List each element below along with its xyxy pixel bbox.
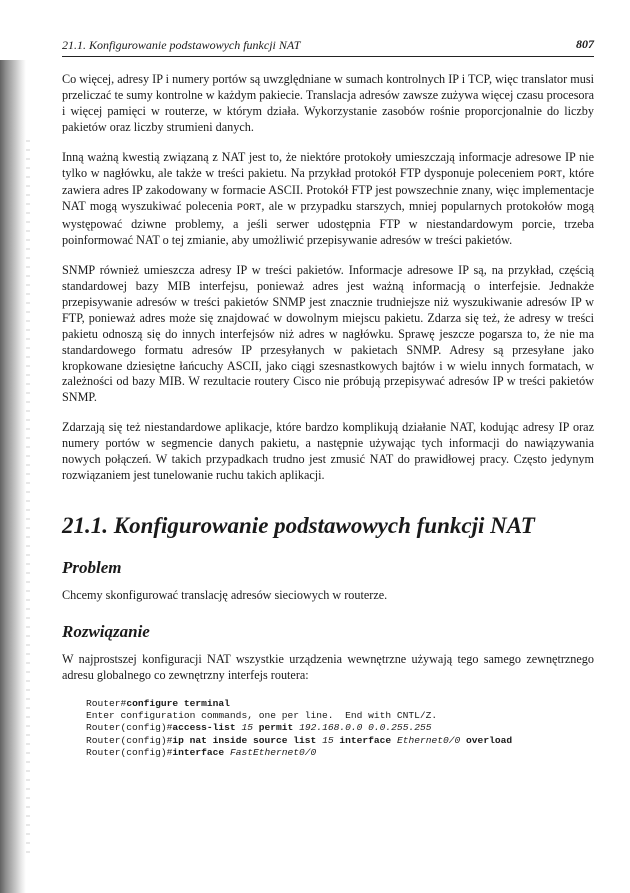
page-content (62, 72, 594, 760)
code-keyword: interface (339, 734, 392, 746)
ftp-text-2: , które zawiera adres IP zakodowany w formacie ASCII. Protokół FTP jest powszechnie znany, więc implementacje NAT mogą wyszukiwać polecenia (62, 165, 594, 214)
code-listing (86, 698, 594, 760)
ftp-text-3: , ale w przypadku starszych, mniej popularnych protokołów mogą występować dziwne problemy, a jeśli serwer udostępnia FTP w niestandardowym porcie, trzeba poinformować NAT o tej zmianie, aby umożliwić przepisywanie adresów w treści pakietów. (62, 199, 594, 248)
code-command: ip nat inside source list (172, 734, 317, 746)
code-keyword: overload (466, 734, 513, 746)
problem-heading: Problem (62, 557, 122, 577)
code-line-2 (86, 710, 594, 722)
port-command-1: PORT (537, 169, 563, 181)
code-line-1 (86, 698, 594, 710)
code-keyword: permit (258, 722, 294, 734)
page-edge-shadow (0, 60, 26, 893)
solution-heading: Rozwiązanie (62, 621, 150, 641)
code-argument: Ethernet0/0 (396, 734, 461, 746)
paragraph-ftp (62, 150, 594, 249)
ftp-text-1: Inną ważną kwestią związaną z NAT jest to, że niektóre protokoły umieszczają informacje adresowe IP nie tylko w nagłówku, ale także w treści pakietu. Na przykład protokół FTP dysponuje poleceniem (62, 149, 594, 180)
code-prompt: Router(config)# (86, 722, 173, 734)
page-number: 807 (576, 37, 594, 51)
solution-text: W najprostszej konfiguracji NAT wszystkie urządzenia wewnętrzne używają tego samego zewnętrznego adresu globalnego co zewnętrzny interfejs routera: (62, 651, 594, 682)
port-command-2: PORT (236, 203, 262, 215)
code-argument: FastEthernet0/0 (229, 747, 317, 759)
page-edge-speckle (26, 140, 30, 860)
code-argument: 192.168.0.0 0.0.255.255 (299, 722, 432, 734)
code-line-5 (86, 747, 594, 759)
code-prompt: Router(config)# (86, 734, 173, 746)
code-command: configure terminal (126, 697, 230, 709)
problem-text: Chcemy skonfigurować translację adresów sieciowych w routerze. (62, 587, 388, 602)
paragraph-snmp: SNMP również umieszcza adresy IP w treści pakietów. Informacje adresowe IP są, na przykład, częścią standardowej bazy MIB interfejsu, ponieważ adres jest ważną informacją o interfejsie. Jednakże przepisywanie adresów w treści pakietów SNMP jest znacznie trudniejsze niż wyszukiwanie adresów IP w FTP, ponieważ adres może się znajdować w dowolnym miejscu pakietu. Zdarza się też, że adresy w treści pakietu odnoszą się do innych interfejsów niż adres w nagłówku. Sprawę jeszcze pogarsza to, że nie ma standardowego formatu adresów IP przesyłanych w pakietach SNMP. Adresy są przesyłane jako kropkowane dziesiętne łańcuchy ASCII, jako ciągi szesnastkowych bajtów i w wielu innych formatach, w zależności od bazy MIB. W rezultacie routery Cisco nie próbują przepisywać adresów IP w treści pakietów SNMP. (62, 263, 594, 405)
code-command: access-list (172, 722, 236, 734)
code-line-4 (86, 735, 594, 747)
code-argument: 15 (322, 734, 334, 746)
code-output: Enter configuration commands, one per line. End with CNTL/Z. (86, 709, 438, 721)
running-head: 21.1. Konfigurowanie podstawowych funkcji NAT (62, 38, 301, 52)
code-prompt: Router# (86, 697, 127, 709)
paragraph-checksums: Co więcej, adresy IP i numery portów są uwzględniane w sumach kontrolnych IP i TCP, więc translator musi przeliczać te sumy kontrolne w każdym pakiecie. Translacja adresów zawsze zużywa więcej czasu procesora i więcej pamięci w routerze, w którym działa. Wykorzystanie zasobów rośnie proporcjonalnie do liczby pakietów oraz liczby strumieni danych. (62, 72, 594, 134)
page-header (62, 38, 594, 57)
code-argument: 15 (241, 722, 253, 734)
paragraph-custom-apps: Zdarzają się też niestandardowe aplikacje, które bardzo komplikują działanie NAT, kodując adresy IP oraz numery portów w segmencie danych pakietu, a następnie używając tych informacji do nawiązywania nowych połączeń. W takich przypadkach trudno jest zmusić NAT do prawidłowej pracy. Często jedynym rozwiązaniem jest tunelowanie ruchu takich aplikacji. (62, 420, 594, 482)
code-line-3 (86, 722, 594, 734)
code-prompt: Router(config)# (86, 747, 173, 759)
section-title: 21.1. Konfigurowanie podstawowych funkcji NAT (62, 512, 535, 538)
code-command: interface (172, 747, 225, 759)
